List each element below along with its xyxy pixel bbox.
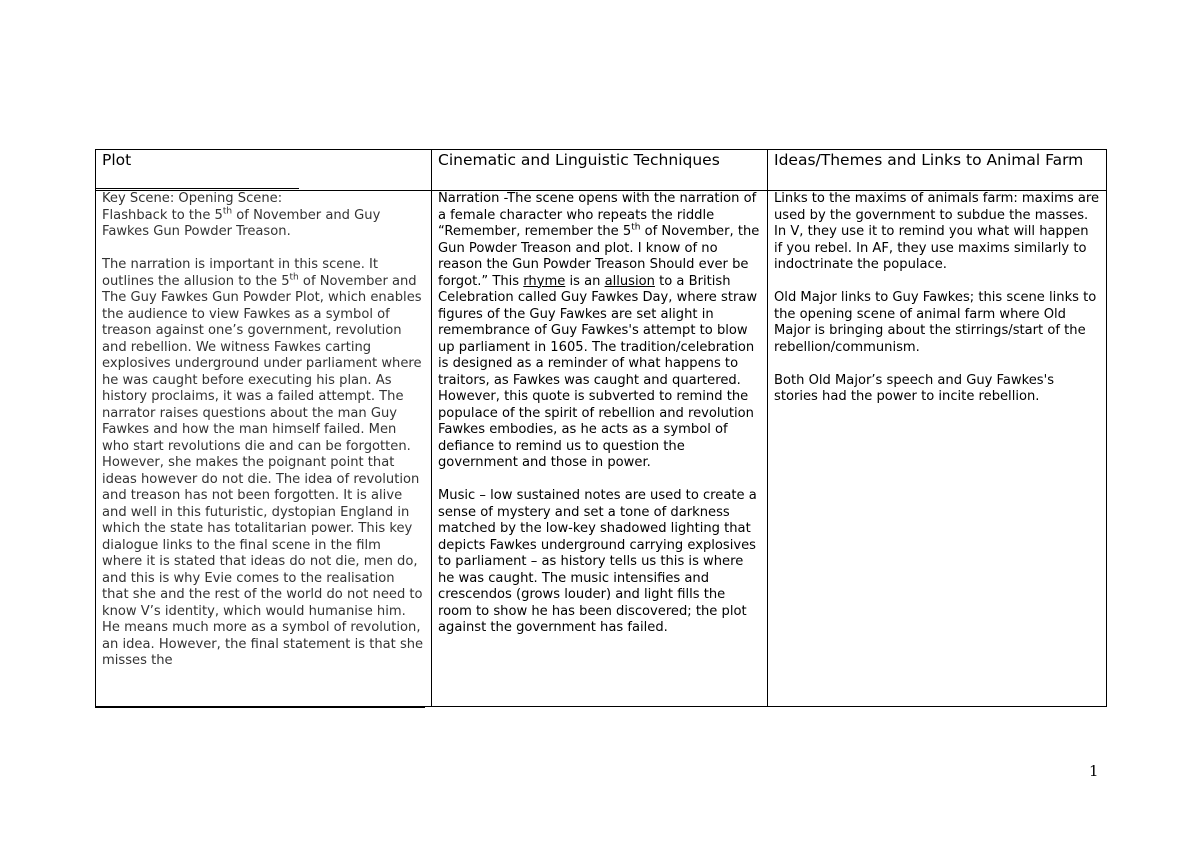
flashback-text-cont: of November and Guy Fawkes Gun Powder Treason. <box>102 207 381 239</box>
analysis-table <box>95 149 1107 707</box>
superscript: th <box>289 272 299 283</box>
header-techniques: Cinematic and Linguistic Techniques <box>432 150 768 191</box>
header-plot: Plot <box>96 150 432 191</box>
superscript: th <box>631 222 641 233</box>
narration-text-cont: of November, the Gun Powder Treason and plot. I know of no reason the Gun Powder Treason Should ever be forgot.” This <box>438 224 760 289</box>
maxims-paragraph: Links to the maxims of animals farm: maxims are used by the government to subdue the masses. In V, they use it to remind you what will happen if you rebel. In AF, they use maxims similarly to indoctrinate the populace. <box>774 191 1099 272</box>
old-major-paragraph: Old Major links to Guy Fawkes; this scene links to the opening scene of animal farm where Old Major is bringing about the stirrings/start of the rebellion/communism. <box>774 290 1097 355</box>
table-header-row <box>96 150 1107 191</box>
flashback-text: Flashback to the 5 <box>102 207 223 223</box>
narration-paragraph <box>438 191 761 472</box>
ideas-cell <box>768 191 1107 707</box>
connector-text: is an <box>565 273 605 289</box>
plot-text: The narration is important in this scene. It outlines the allusion to the 5 <box>102 257 379 289</box>
music-paragraph: Music – low sustained notes are used to create a sense of mystery and set a tone of darkness matched by the low-key shadowed lighting that depicts Fawkes underground carrying explosives to parliament – as history tells us this is where he was caught. The music intensifies and crescendos (grows louder) and light fills the room to show he has been discovered; the plot against the government has failed. <box>438 488 757 635</box>
table-row <box>96 191 1107 707</box>
rhyme-term: rhyme <box>523 273 566 289</box>
superscript: th <box>222 206 233 217</box>
page-number: 1 <box>1089 762 1099 780</box>
rebellion-paragraph: Both Old Major’s speech and Guy Fawkes's stories had the power to incite rebellion. <box>774 372 1055 404</box>
scene-heading: Key Scene: Opening Scene: <box>102 191 283 206</box>
allusion-term: allusion <box>604 273 655 289</box>
techniques-cell <box>432 191 768 707</box>
plot-text-cont: of November and The Guy Fawkes Gun Powder Plot, which enables the audience to view Fawkes as a symbol of treason against one’s government, revolution and rebellion. We witness Fawkes carting explosives underground under parliament where he was caught before executing his plan. As history proclaims, it was a failed attempt. The narrator raises questions about the man Guy Fawkes and how the man himself failed. Men who start revolutions die and can be forgotten. However, she makes the poignant point that ideas however do not die. The idea of revolution and treason has not been forgotten. It is alive and well in this futuristic, dystopian England in which the state has totalitarian power. This key dialogue links to the final scene in the film where it is stated that ideas do not die, men do, and this is why Evie comes to the realisation that she and the rest of the world do not need to know V’s identity, which would humanise him. He means much more as a symbol of revolution, an idea. However, the final statement is that she misses the <box>102 273 424 668</box>
header-ideas: Ideas/Themes and Links to Animal Farm <box>768 150 1107 191</box>
plot-cell <box>96 191 432 707</box>
plot-paragraph <box>102 257 425 670</box>
narration-text: Narration -The scene opens with the narration of a female character who repeats the riddle “Remember, remember the 5 <box>438 191 757 239</box>
narration-text-end: to a British Celebration called Guy Fawkes Day, where straw figures of the Guy Fawkes are set alight in remembrance of Guy Fawkes's attempt to blow up parliament in 1605. The tradition/celebration is designed as a reminder of what happens to traitors, as Fawkes was caught and quartered. However, this quote is subverted to remind the populace of the spirit of rebellion and revolution Fawkes embodies, as he acts as a symbol of defiance to remind us to question the government and those in power. <box>438 273 758 470</box>
plot-intro <box>102 191 425 241</box>
